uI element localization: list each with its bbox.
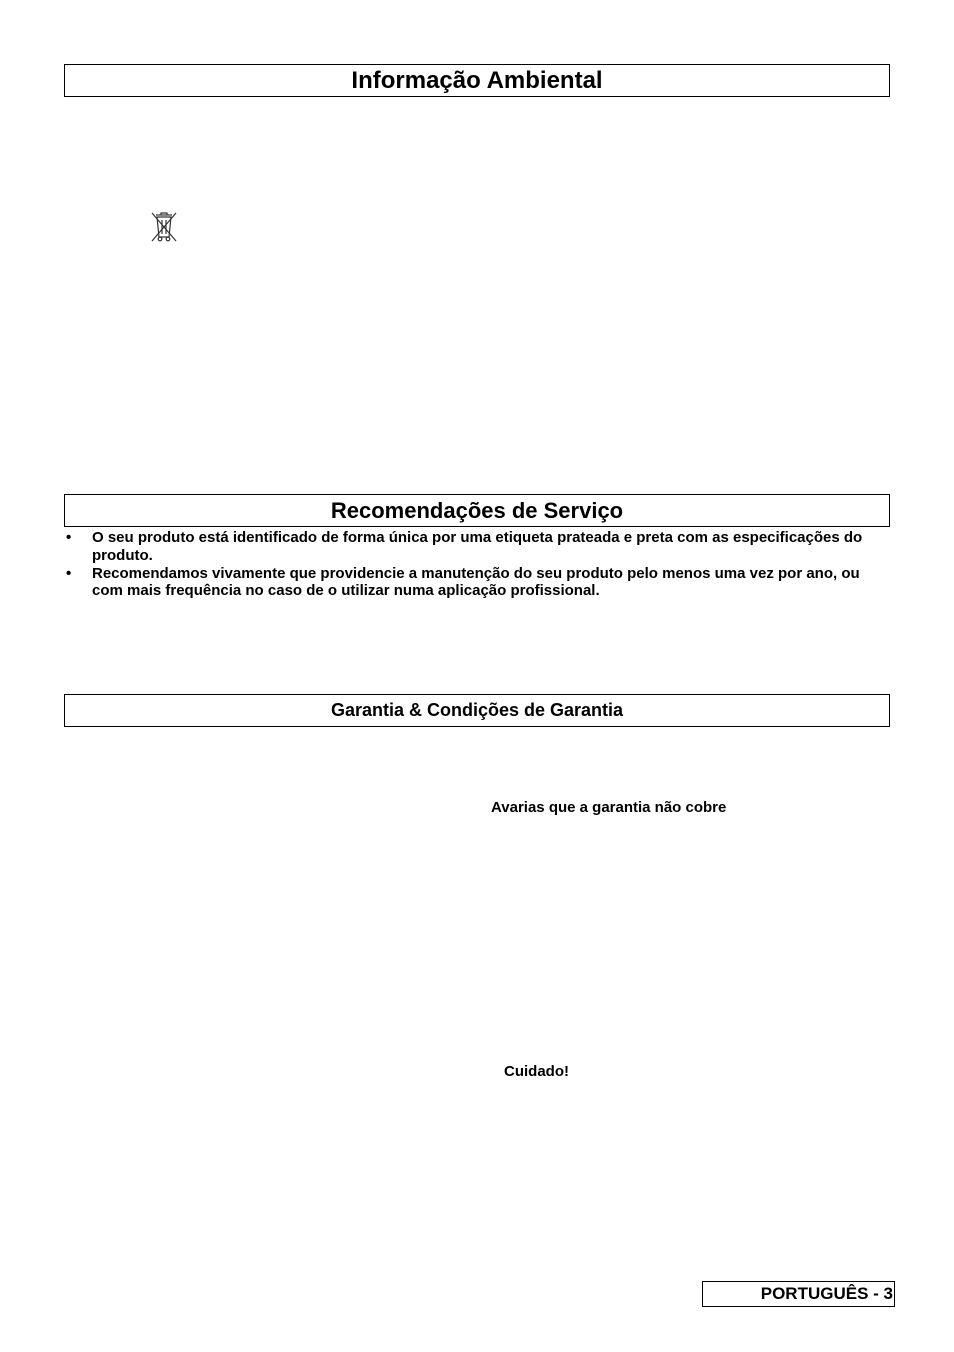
list-item-text: Recomendamos vivamente que providencie a manutenção do seu produto pelo menos uma vez por ano, ou com mais frequência no caso de o utilizar numa aplicação profissional. xyxy=(92,564,860,600)
section-title-environmental: Informação Ambiental xyxy=(64,64,890,97)
bullet-marker: • xyxy=(66,529,72,546)
section-title-warranty: Garantia & Condições de Garantia xyxy=(64,694,890,727)
list-item-text: O seu produto está identificado de forma única por uma etiqueta prateada e preta com as especificações do produto. xyxy=(92,529,863,564)
not-covered-heading: Avarias que a garantia não cobre xyxy=(491,799,727,816)
list-item xyxy=(64,565,884,601)
section-title-service: Recomendações de Serviço xyxy=(64,494,890,527)
bullet-marker: • xyxy=(66,564,72,582)
caution-heading: Cuidado! xyxy=(504,1063,569,1080)
page-footer-label: PORTUGUÊS - 3 xyxy=(702,1281,895,1307)
crossed-out-wheelie-bin-icon xyxy=(148,210,180,244)
service-recommendations-list xyxy=(64,529,884,600)
list-item xyxy=(64,529,884,565)
